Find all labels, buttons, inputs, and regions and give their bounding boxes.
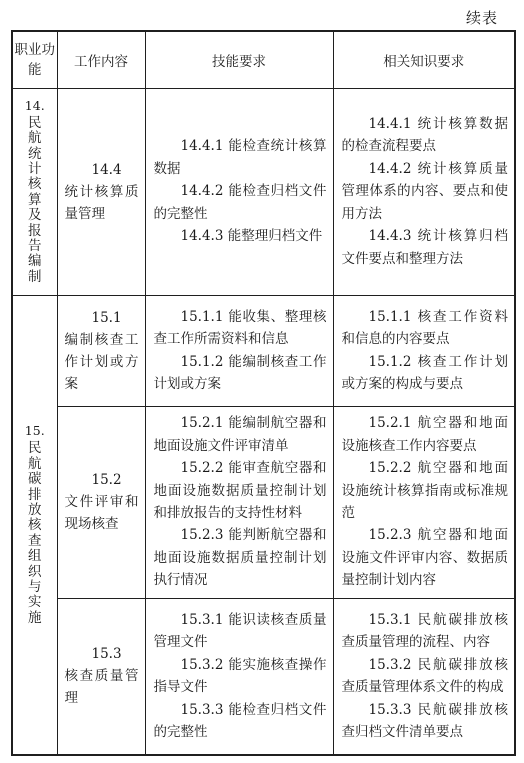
role-number: 15.	[24, 423, 45, 439]
knowledge-item: 15.2.3 航空器和地面设施文件评审内容、数据质量控制计划内容	[341, 527, 508, 589]
knowledge-cell	[333, 295, 515, 406]
skill-item: 15.3.2 能实施核查操作指导文件	[153, 656, 327, 696]
skills-cell	[145, 88, 333, 295]
table-header-row	[12, 31, 515, 88]
role-number: 14.	[24, 97, 45, 113]
work-content-cell: 15.2 文件评审和现场核查	[57, 406, 145, 598]
knowledge-item: 15.3.3 民航碳排放核查归档文件清单要点	[341, 701, 508, 741]
knowledge-cell	[333, 88, 515, 295]
knowledge-item: 15.1.2 核查工作计划或方案的构成与要点	[341, 353, 508, 392]
skill-item: 15.2.3 能判断航空器和地面设施数据质量控制计划执行情况	[153, 527, 327, 589]
table-row	[12, 406, 515, 598]
skills-cell	[145, 295, 333, 406]
header-skills: 技能要求	[145, 31, 333, 88]
header-role: 职业功能	[12, 31, 57, 88]
work-content-cell: 15.1 编制核查工作计划或方案	[57, 295, 145, 406]
header-knowledge: 相关知识要求	[333, 31, 515, 88]
knowledge-item: 15.3.2 民航碳排放核查质量管理体系文件的构成	[341, 656, 508, 696]
work-content-cell: 15.3 核查质量管理	[57, 598, 145, 755]
skill-item: 15.2.1 能编制航空器和地面设施文件评审清单	[153, 415, 327, 454]
table-row	[12, 295, 515, 406]
skill-item: 14.4.2 能检查归档文件的完整性	[153, 183, 327, 222]
skills-cell	[145, 406, 333, 598]
role-cell-15	[12, 295, 57, 755]
skill-item: 15.1.2 能编制核查工作计划或方案	[153, 353, 327, 392]
knowledge-item: 15.1.1 核查工作资料和信息的内容要点	[341, 308, 508, 348]
skill-item: 15.3.3 能检查归档文件的完整性	[153, 701, 327, 741]
header-content: 工作内容	[57, 31, 145, 88]
table-row	[12, 88, 515, 295]
skill-item: 15.2.2 能审查航空器和地面设施数据质量控制计划和排放报告的支持性材料	[153, 460, 327, 521]
knowledge-item: 15.3.1 民航碳排放核查质量管理的流程、内容	[341, 612, 508, 651]
skills-table	[11, 30, 516, 756]
role-name: 民航统计核算及报告编制	[28, 114, 42, 285]
skills-cell	[145, 598, 333, 755]
knowledge-item: 15.2.1 航空器和地面设施核查工作内容要点	[341, 415, 508, 454]
knowledge-item: 14.4.2 统计核算质量管理体系的内容、要点和使用方法	[341, 160, 508, 222]
knowledge-cell	[333, 406, 515, 598]
work-content-cell: 14.4 统计核算质量管理	[57, 88, 145, 295]
skill-item: 15.3.1 能识读核查质量管理文件	[153, 612, 327, 651]
knowledge-cell	[333, 598, 515, 755]
knowledge-item: 14.4.3 统计核算归档文件要点和整理方法	[341, 228, 508, 267]
skill-item: 14.4.1 能检查统计核算数据	[153, 138, 327, 177]
knowledge-item: 14.4.1 统计核算数据的检查流程要点	[341, 116, 508, 155]
table-row	[12, 598, 515, 755]
role-cell-14	[12, 88, 57, 295]
role-name: 民航碳排放核查组织与实施	[28, 440, 42, 626]
skill-item: 15.1.1 能收集、整理核查工作所需资料和信息	[153, 308, 327, 348]
knowledge-item: 15.2.2 航空器和地面设施统计核算指南或标准规范	[341, 460, 508, 521]
continued-label: 续表	[465, 9, 498, 27]
skill-item: 14.4.3 能整理归档文件	[180, 228, 323, 245]
